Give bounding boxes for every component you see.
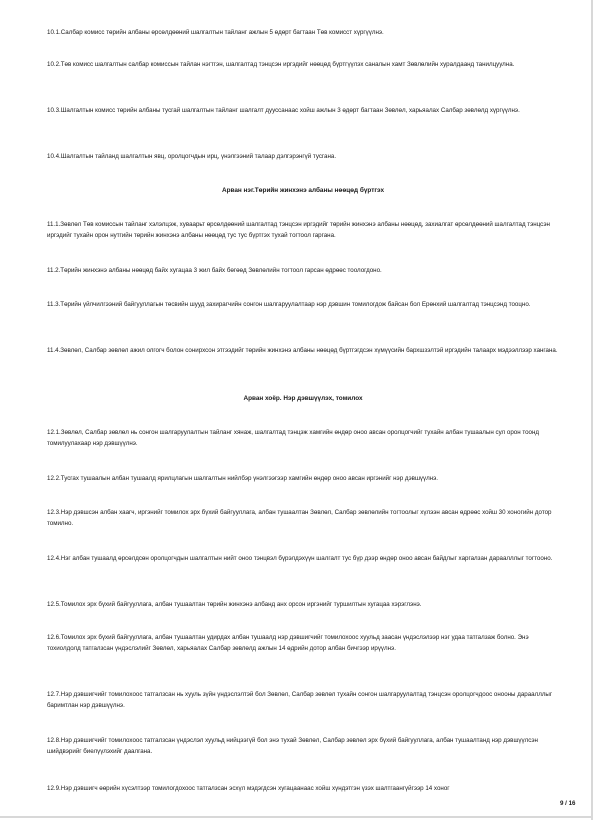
paragraph-12-2: 12.2.Тусгах тушаалын албан тушаалд ярилцлагын шалгалтын нийлбэр үнэлгээгээр хамгийн өндөр оноо авсан иргэнийг нэр дэвшүүлнэ. <box>47 475 439 482</box>
paragraph-12-5: 12.5.Томилох эрх бүхий байгууллага, албан тушаалтан төрийн жинхэнэ албанд анх орсон иргэнийг туршилтын хугацаа хэрэглэнэ. <box>47 601 422 608</box>
paragraph-11-1: 11.1.Зөвлөл Төв комиссын тайланг хэлэлцэж, хуваарьт өрсөлдөөний шалгалтад тэнцсэн иргэдийг төрийн жинхэнэ албаны нөөцөд, захиалгат өрсөлдөөний шалгалтад тэнцсэн иргэдийг тухайн орон нутгийн төрийн жинхэнэ албаны нөөцөд тус тус бүртгэх тухай тогтоол гаргана. <box>47 221 550 239</box>
page-shadow-right <box>591 0 593 820</box>
page-shadow-bottom <box>0 816 593 818</box>
paragraph-12-7: 12.7.Нэр дэвшигчийг томилохоос татгалзсан нь хууль зүйн үндэслэлтэй бол Зөвлөл, Салбар зөвлөл тухайн сонгон шалгаруулалтад тэнцсэн оролцогчдоос онооны дараалллыг баримтлан нэр дэвшүүлнэ. <box>47 691 553 709</box>
paragraph-10-2: 10.2.Төв комисс шалгалтын салбар комиссын тайлан нэгтгэн, шалгалтад тэнцсэн иргэдийг нөөцөд бүртгүүлэх саналын хамт Зөвлөлийн хуралдаанд танилцуулна. <box>47 61 515 68</box>
paragraph-11-4: 11.4.Зөвлөл, Салбар зөвлөл ажил олгогч болон сонирхсон этгээдийг төрийн жинхэнэ албаны нөөцөд бүртгэгдсэн хүмүүсийн бархшзэлтэй иргэдийн талаарх мэдээллээр хангана. <box>47 347 558 354</box>
paragraph-10-1: 10.1.Салбар комисс төрийн албаны өрсөлдөөний шалгалтын тайланг ажлын 5 өдөрт багтаан Төв комисст хүргүүлнэ. <box>47 29 384 36</box>
paragraph-11-3: 11.3.Төрийн үйлчилгээний байгууллагын төсвийн шууд захирагчийн сонгон шалгаруулалтаар нэр дэвшин томилогдож байсан бол Ерөнхий шалгалтад тэнцсэнд тооцно. <box>47 301 531 308</box>
section-heading-11: Арван нэг.Төрийн жинхэнэ албаны нөөцөд бүртгэх <box>222 187 384 194</box>
paragraph-10-3: 10.3.Шалгалтын комисс төрийн албаны тусгай шалгалтын тайланг шалгалт дууссанаас хойш ажлын 3 өдөрт багтаан Зөвлөл, харьяалах Салбар зөвлөлд хүргүүлнэ. <box>47 107 520 114</box>
paragraph-12-9: 12.9.Нэр дэвшигч өөрийн хүсэлтээр томилогдохоос татгалзсан эсхүл мэдэгдсэн хугацаанаас хойш хүндэтгэн үзэх шалтгаангүйгээр 14 хоног <box>47 785 450 792</box>
paragraph-12-1: 12.1.Зөвлөл, Салбар зөвлөл нь сонгон шалгаруулалтын тайланг хянаж, шалгалтад тэнцэж хамгийн өндөр оноо авсан оролцогчийг тухайн албан тушаалын сул орон тоонд томилуулахаар нэр дэвшүүлнэ. <box>47 429 540 447</box>
paragraph-12-4: 12.4.Нэг албан тушаалд өрсөлдсөн оролцогчдын шалгалтын нийт оноо тэнцвэл бүрэлдэхүүн шалгалт тус бүр дээр өндөр оноо авсан байдлыг харгалзан дараалллыг тогтооно. <box>47 555 553 562</box>
paragraph-12-8: 12.8.Нэр дэвшигчийг томилохоос татгалзсан үндэслэл хуульд нийцээгүй бол энэ тухай Зөвлөл, Салбар зөвлөл эрх бүхий байгууллага, албан тушаалтанд нэр дэвшүүлсэн шийдвэрийг биелүүлэхийг даалгана. <box>47 737 538 755</box>
page-number: 9 / 16 <box>560 800 576 807</box>
paragraph-12-6: 12.6.Томилох эрх бүхий байгууллага, албан тушаалтан удирдах албан тушаалд нэр дэвшигчийг томилохоос хуульд заасан үндэслэлээр нэг удаа татгалзаж болно. Энэ тохиолдолд татгалзсан үндэслэлийг Зөвлөл, харьяалах Салбар зөвлөлд ажлын 14 өдрийн дотор албан бичгээр ирүүлнэ. <box>47 634 529 652</box>
paragraph-12-3: 12.3.Нэр дэвшсэн албан хаагч, иргэнийг томилох эрх бүхий байгууллага, албан тушаалтан Зөвлөл, Салбар зөвлөлийн тогтоолыг хүлээн авсан өдрөөс хойш 30 хоногийн дотор томилно. <box>47 509 552 527</box>
paragraph-11-2: 11.2.Төрийн жинхэнэ албаны нөөцөд байх хугацаа 3 жил байх бөгөөд Зөвлөлийн тогтоол гарсан өдрөөс тоологдоно. <box>47 267 382 274</box>
paragraph-10-4: 10.4.Шалгалтын тайланд шалгалтын явц, оролцогчдын ирц, үнэлгээний талаар дэлгэрэнгүй тусгана. <box>47 153 337 160</box>
section-heading-12: Арван хоёр. Нэр дэвшүүлэх, томилох <box>243 395 363 402</box>
